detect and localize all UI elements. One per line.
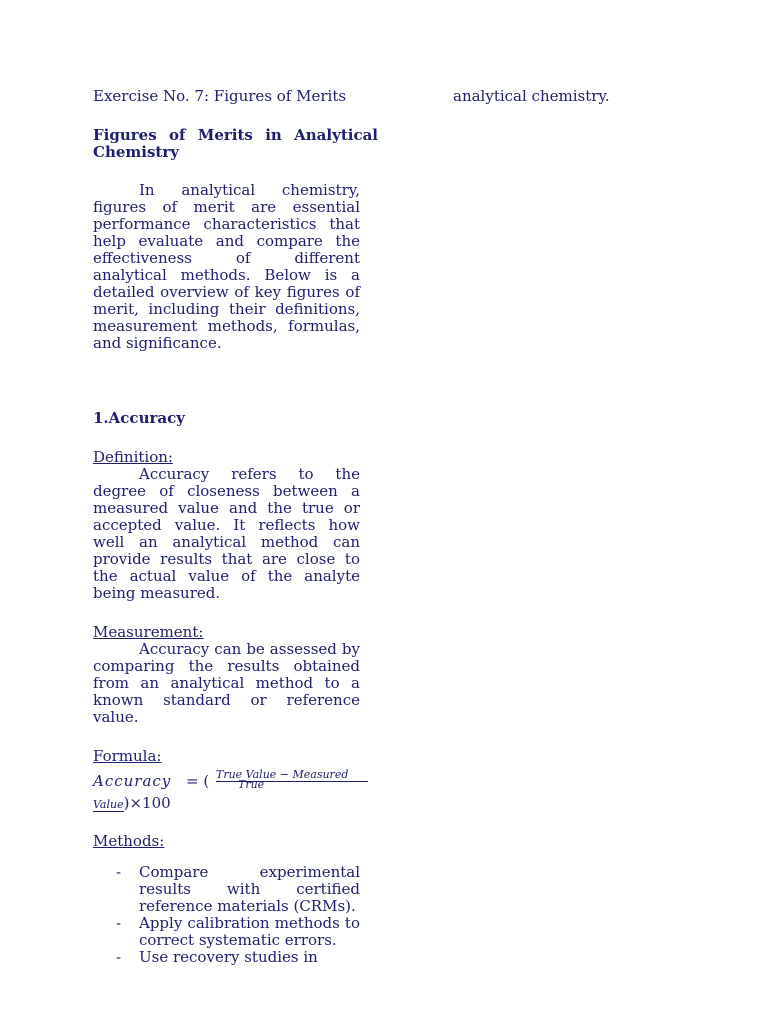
definition-label: Definition: — [93, 448, 173, 466]
method-text: Use recovery studies in — [139, 948, 318, 966]
formula-lhs: Accuracy — [93, 772, 172, 790]
definition-text: Accuracy refers to the degree of closeness between a measured value and the true or accepted value. It reflects how well an analytical method can provide results that are close to the actual value of the analyte being measured. — [93, 465, 360, 602]
formula-equals: = ( — [186, 772, 210, 790]
bullet-dash: - — [116, 863, 122, 881]
formula-label: Formula: — [93, 747, 162, 765]
intro-section — [93, 182, 360, 352]
right-column-text: analytical chemistry. — [453, 87, 610, 105]
exercise-title: Exercise No. 7: Figures of Merits — [93, 87, 347, 105]
formula-continuation — [93, 795, 171, 813]
accuracy-heading: 1.Accuracy — [93, 409, 185, 427]
intro-paragraph: In analytical chemistry, figures of merit are essential performance characteristics that help evaluate and compare the effectiveness of different analytical methods. Below is a detailed overview of key figures of merit, including their definitions, measurement methods, formulas, and significance. — [93, 181, 360, 352]
methods-list — [93, 864, 360, 966]
method-text: Compare experimental results with certified reference materials (CRMs). — [139, 863, 360, 915]
method-text: Apply calibration methods to correct systematic errors. — [139, 914, 360, 949]
formula-continuation-rest: )×100 — [123, 794, 171, 812]
formula-numerator: True Value − Measured — [216, 769, 368, 782]
formula-denominator: True — [238, 778, 265, 791]
measurement-text: Accuracy can be assessed by comparing the results obtained from an analytical method to a known standard or reference value. — [93, 640, 360, 726]
list-item — [93, 864, 360, 915]
bullet-dash: - — [116, 948, 122, 966]
measurement-label: Measurement: — [93, 623, 204, 641]
main-heading: Figures of Merits in Analytical Chemistry — [93, 126, 378, 161]
accuracy-formula — [93, 769, 360, 811]
methods-label: Methods: — [93, 832, 165, 850]
accuracy-section — [93, 410, 360, 966]
formula-continuation-value: Value — [93, 798, 124, 811]
list-item — [93, 915, 360, 949]
list-item — [93, 949, 360, 966]
bullet-dash: - — [116, 914, 122, 932]
